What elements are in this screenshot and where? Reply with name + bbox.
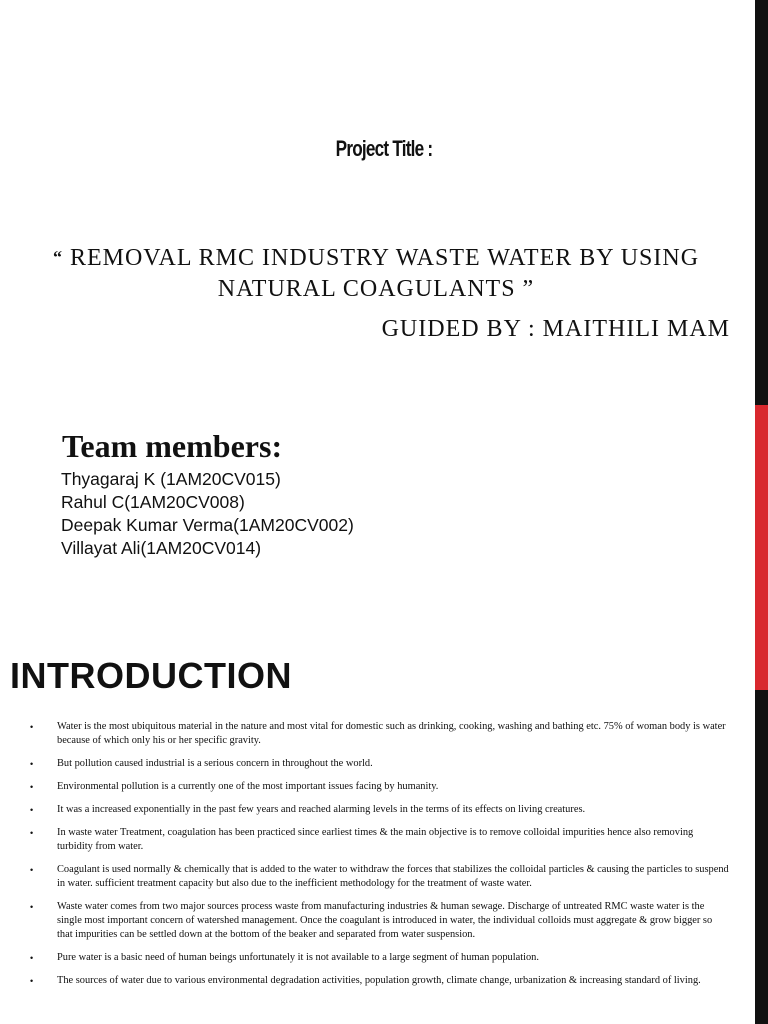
open-quote: “: [52, 247, 63, 267]
list-item-text: Water is the most ubiquitous material in the nature and most vital for domestic such as drinking, cooking, washing and bathing etc. 75% of woman body is water because of which only his or her specific gravity.: [57, 721, 726, 746]
bullet-icon: •: [30, 722, 34, 732]
list-item-text: But pollution caused industrial is a serious concern in throughout the world.: [57, 758, 373, 769]
list-item: [30, 826, 730, 854]
team-member: Rahul C(1AM20CV008): [61, 492, 245, 512]
project-title-label: Project Title :: [335, 136, 433, 161]
list-item-text: Waste water comes from two major sources process waste from manufacturing industries & human sewage. Discharge of untreated RMC waste water is the single most important concern of watershed management. Once the coagulant is introduced in water, the individual colloids must aggregate & grow bigger so that impurities can be settled down at the bottom of the beaker and separated from water suspension.: [57, 901, 713, 940]
guide-line: GUIDED BY : MAITHILI MAM: [381, 316, 730, 342]
project-title-text: REMOVAL RMC INDUSTRY WASTE WATER BY USING NATURAL COAGULANTS ”: [62, 245, 700, 302]
list-item: [30, 720, 730, 748]
introduction-bullets: [30, 720, 730, 997]
list-item: [30, 900, 730, 942]
bullet-icon: •: [30, 865, 34, 875]
list-item: [30, 863, 730, 891]
bullet-icon: •: [30, 976, 34, 986]
right-edge-accent: [755, 405, 768, 690]
bullet-icon: •: [30, 759, 34, 769]
list-item: [30, 780, 730, 794]
bullet-icon: •: [30, 805, 34, 815]
list-item: [30, 757, 730, 771]
list-item-text: The sources of water due to various environmental degradation activities, population growth, climate change, urbanization & increasing standard of living.: [57, 975, 701, 986]
bullet-icon: •: [30, 828, 34, 838]
team-member: Villayat Ali(1AM20CV014): [61, 538, 262, 558]
list-item: [30, 803, 730, 817]
list-item-text: It was a increased exponentially in the past few years and reached alarming levels in the terms of its effects on living creatures.: [57, 804, 586, 815]
team-heading: Team members:: [62, 428, 283, 464]
list-item-text: Environmental pollution is a currently one of the most important issues facing by humanity.: [57, 781, 439, 792]
list-item-text: Pure water is a basic need of human beings unfortunately it is not available to a large segment of human population.: [57, 952, 539, 963]
bullet-icon: •: [30, 782, 34, 792]
project-title: [20, 242, 732, 305]
team-member: Deepak Kumar Verma(1AM20CV002): [61, 515, 354, 535]
team-member: Thyagaraj K (1AM20CV015): [61, 469, 281, 489]
list-item-text: In waste water Treatment, coagulation has been practiced since earliest times & the main objective is to remove colloidal impurities hence also removing turbidity from water.: [57, 827, 694, 852]
list-item: [30, 974, 730, 988]
bullet-icon: •: [30, 902, 34, 912]
list-item-text: Coagulant is used normally & chemically that is added to the water to withdraw the forces that stabilizes the colloidal particles & causing the particles to suspend in water. sufficient treatment capacity but also due to the inefficient methodology for the treatment of waste water.: [57, 864, 729, 889]
team-list: [61, 468, 354, 560]
list-item: [30, 951, 730, 965]
introduction-heading: INTRODUCTION: [10, 655, 292, 696]
bullet-icon: •: [30, 953, 34, 963]
